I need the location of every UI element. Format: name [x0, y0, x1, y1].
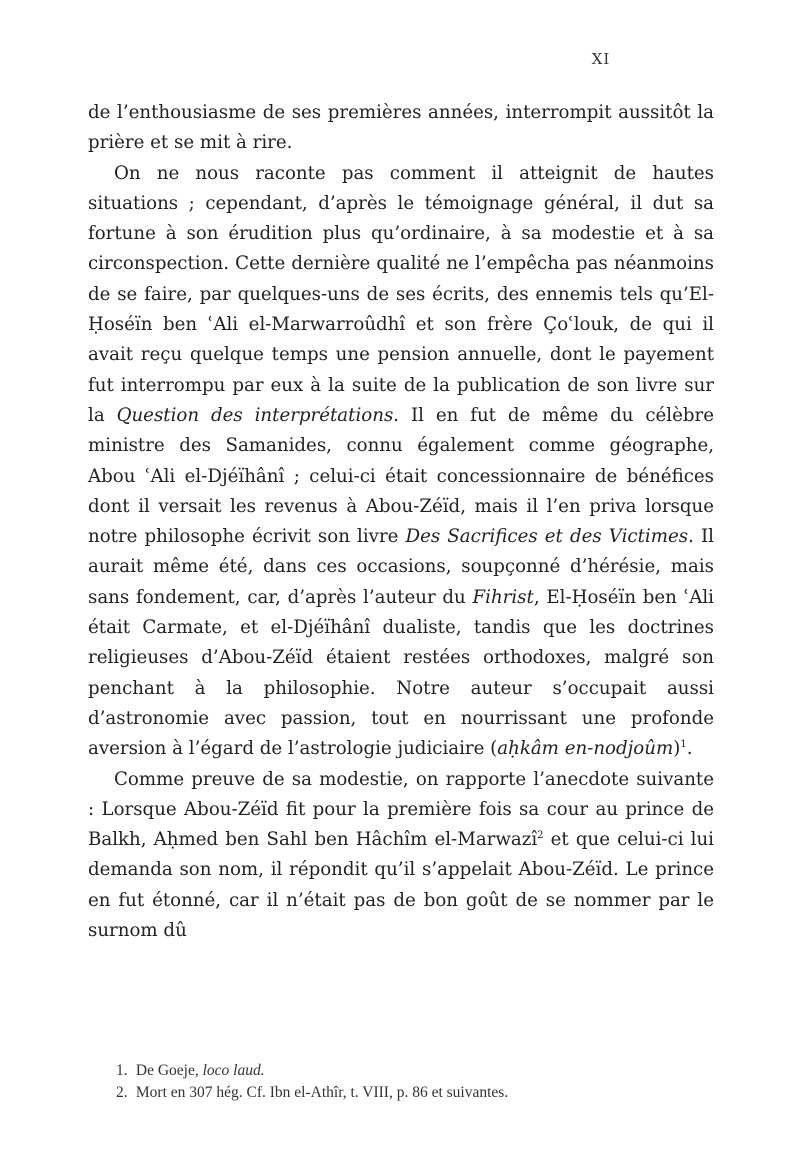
paragraph-3-text-a: Comme preuve de sa modestie, on rapporte l’anecdote suivante : Lorsque Abou-Zéïd fit pour la première fois sa cour au prince de Balkh, Aḥmed ben Sahl ben Hâchîm el-Marwazî [88, 768, 714, 851]
footnote-1 [116, 1060, 716, 1082]
book-title-question-des-interpretations: Question des interprétations [116, 404, 394, 426]
footnote-2-text: Mort en 307 hég. Cf. Ibn el-Athîr, t. VIII, p. 86 et suivantes. [135, 1084, 509, 1101]
footnote-ref-1: 1 [680, 739, 687, 751]
footnote-1-italic: loco laud. [202, 1062, 265, 1079]
arabic-term-ahkam: aḥkâm en-nodjoûm [497, 738, 674, 760]
paragraph-3-text-b: et que celui-ci lui demanda son nom, il répondit qu’il s’appelait Abou-Zéïd. Le prince en fut étonné, car il n’était pas de bon goût de se nommer par le surnom dû [88, 829, 714, 942]
body-text [88, 98, 714, 946]
footnote-ref-2: 2 [537, 830, 544, 842]
footnote-1-number: 1. [116, 1062, 128, 1079]
paragraph-2-text-f: . [686, 738, 693, 760]
footnote-1-text: De Goeje, [135, 1062, 203, 1079]
book-title-fihrist: Fihrist [472, 586, 534, 608]
paragraph-2 [88, 159, 714, 765]
paragraph-2-text-d: , El-Ḥoséïn ben ʿAli était Carmate, et el-Djéïhânî dualiste, tandis que les doctrines religieuses d’Abou-Zéïd étaient restées orthodoxes, malgré son penchant à la philosophie. Notre auteur s’occupait aussi d’astronomie avec passion, tout en nourrissant une profonde aversion à l’égard de l’astrologie judiciaire ( [88, 586, 714, 760]
footnote-2 [116, 1082, 716, 1104]
paragraph-2-text-e: ) [673, 738, 681, 760]
book-title-des-sacrifices: Des Sacrifices et des Victimes [405, 526, 689, 548]
footnotes [116, 1060, 716, 1104]
paragraph-1-text: de l’enthousiasme de ses premières années, interrompit aussitôt la prière et se mit à rire. [88, 102, 714, 154]
paragraph-3 [88, 765, 714, 947]
paragraph-2-text-c: . Il aurait même été, dans ces occasions, soupçonné d’hérésie, mais sans fondement, car, d’après l’auteur du [88, 526, 714, 608]
paragraph-2-text-b: . Il en fut de même du célèbre ministre des Samanides, connu également comme géographe, Abou ʿAli el-Djéïhânî ; celui-ci était concessionnaire de bénéfices dont il versait les revenus à Abou-Zéïd, mais il l’en priva lorsque notre philosophe écrivit son livre [88, 404, 714, 548]
page-number: XI [591, 50, 611, 68]
paragraph-1 [88, 98, 714, 159]
paragraph-2-text-a: On ne nous raconte pas comment il atteignit de hautes situations ; cependant, d’après le témoignage général, il dut sa fortune à son érudition plus qu’ordinaire, à sa modestie et à sa circonspection. Cette dernière qualité ne l’empêcha pas néanmoins de se faire, par quelques-uns de ses écrits, des ennemis tels qu’El-Ḥoséïn ben ʿAli el-Marwarroûdhî et son frère Çoʿlouk, de qui il avait reçu quelque temps une pension annuelle, dont le payement fut interrompu par eux à la suite de la publication de son livre sur la [88, 162, 714, 426]
footnote-2-number: 2. [116, 1084, 128, 1101]
